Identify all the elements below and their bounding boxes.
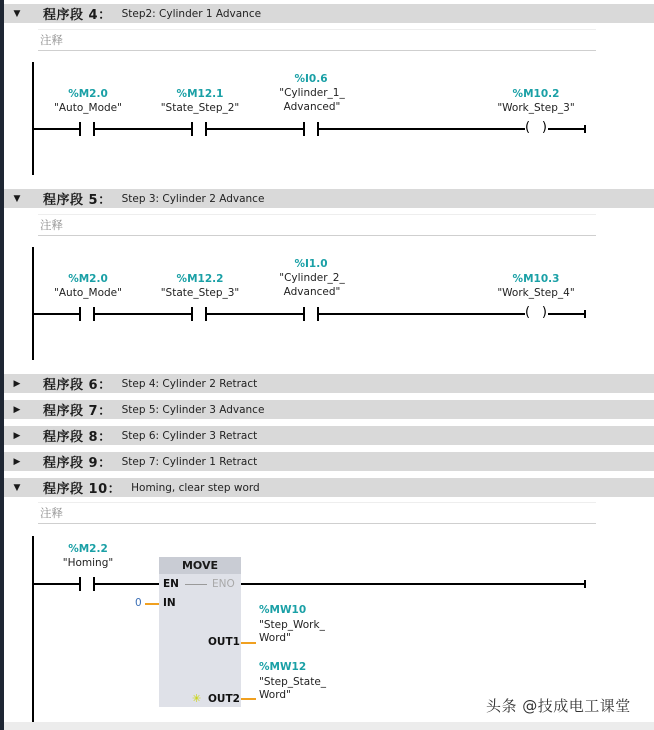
contact-address: %M12.2 bbox=[176, 273, 224, 285]
wire bbox=[95, 128, 191, 130]
wire bbox=[548, 128, 584, 130]
network-description[interactable]: Step 6: Cylinder 3 Retract bbox=[121, 429, 258, 442]
wire bbox=[241, 583, 584, 585]
no-contact-cylinder-1-advanced[interactable] bbox=[303, 122, 319, 136]
output-coil-work-step-4[interactable] bbox=[525, 306, 547, 320]
no-contact-state-step-3[interactable] bbox=[191, 307, 207, 321]
contact-symbol-line1: "Cylinder_1_ bbox=[279, 87, 345, 99]
power-rail bbox=[32, 536, 34, 722]
contact-symbol-line2: Advanced" bbox=[283, 286, 341, 298]
power-rail bbox=[32, 62, 34, 175]
contact-symbol: "State_Step_2" bbox=[160, 102, 240, 114]
pin-eno: ENO bbox=[212, 578, 235, 590]
collapse-triangle-icon[interactable]: ▼ bbox=[13, 193, 21, 204]
contact-address: %M2.2 bbox=[68, 543, 108, 555]
out2-wire bbox=[241, 698, 256, 700]
expand-triangle-icon[interactable]: ▶ bbox=[13, 378, 21, 389]
expand-triangle-icon[interactable]: ▶ bbox=[13, 404, 21, 415]
next-network-strip bbox=[4, 722, 654, 730]
wire bbox=[95, 313, 191, 315]
pin-out1: OUT1 bbox=[208, 636, 240, 648]
contact-symbol-line1: "Cylinder_2_ bbox=[279, 272, 345, 284]
network-10-header[interactable] bbox=[4, 478, 654, 497]
out2-address: %MW12 bbox=[259, 661, 307, 673]
network-description[interactable]: Homing, clear step word bbox=[131, 481, 260, 494]
network-title: 程序段 10： bbox=[43, 482, 122, 497]
wire bbox=[207, 313, 303, 315]
network-title: 程序段 5： bbox=[43, 193, 112, 208]
network-title: 程序段 8： bbox=[43, 430, 112, 445]
network-description[interactable]: Step 5: Cylinder 3 Advance bbox=[121, 403, 265, 416]
wire bbox=[33, 583, 79, 585]
pin-in: IN bbox=[163, 597, 176, 609]
contact-address: %M2.0 bbox=[68, 273, 108, 285]
network-comment-field[interactable]: 注释 bbox=[38, 214, 596, 236]
in-wire bbox=[145, 603, 159, 605]
network-description[interactable]: Step 7: Cylinder 1 Retract bbox=[121, 455, 258, 468]
network-comment-field[interactable]: 注释 bbox=[38, 29, 596, 51]
network-8-header[interactable] bbox=[4, 426, 654, 445]
network-title: 程序段 7： bbox=[43, 404, 112, 419]
network-description[interactable]: Step 3: Cylinder 2 Advance bbox=[121, 192, 265, 205]
coil-address: %M10.2 bbox=[512, 88, 560, 100]
in-constant-value[interactable]: 0 bbox=[135, 597, 142, 609]
network-title: 程序段 4： bbox=[43, 8, 112, 23]
rung-end-tick bbox=[584, 580, 586, 588]
contact-symbol: "Homing" bbox=[62, 557, 114, 569]
coil-right-paren-icon: ) bbox=[541, 305, 547, 320]
network-title: 程序段 6： bbox=[43, 378, 112, 393]
network-description[interactable]: Step2: Cylinder 1 Advance bbox=[121, 7, 262, 20]
contact-address: %M12.1 bbox=[176, 88, 224, 100]
move-block-title: MOVE bbox=[159, 557, 241, 574]
wire bbox=[95, 583, 159, 585]
coil-symbol: "Work_Step_4" bbox=[497, 287, 575, 299]
rung-end-tick bbox=[584, 310, 586, 318]
contact-address: %I0.6 bbox=[294, 73, 328, 85]
network-title: 程序段 9： bbox=[43, 456, 112, 471]
no-contact-cylinder-2-advanced[interactable] bbox=[303, 307, 319, 321]
wire bbox=[319, 313, 525, 315]
power-rail bbox=[32, 247, 34, 360]
network-5-header[interactable] bbox=[4, 189, 654, 208]
network-7-header[interactable] bbox=[4, 400, 654, 419]
out1-wire bbox=[241, 642, 256, 644]
network-comment-field[interactable]: 注释 bbox=[38, 502, 596, 524]
rung-end-tick bbox=[584, 125, 586, 133]
out1-symbol-line2[interactable]: Word" bbox=[259, 632, 291, 644]
wire bbox=[207, 128, 303, 130]
contact-address: %M2.0 bbox=[68, 88, 108, 100]
network-6-header[interactable] bbox=[4, 374, 654, 393]
output-coil-work-step-3[interactable] bbox=[525, 121, 547, 135]
no-contact-auto-mode[interactable] bbox=[79, 307, 95, 321]
coil-left-paren-icon: ( bbox=[525, 305, 531, 320]
expand-triangle-icon[interactable]: ▶ bbox=[13, 456, 21, 467]
contact-symbol: "Auto_Mode" bbox=[54, 287, 122, 299]
wire bbox=[319, 128, 525, 130]
collapse-triangle-icon[interactable]: ▼ bbox=[13, 482, 21, 493]
contact-address: %I1.0 bbox=[294, 258, 328, 270]
no-contact-homing[interactable] bbox=[79, 577, 95, 591]
pin-out2: OUT2 bbox=[208, 693, 240, 705]
out2-symbol-line1[interactable]: "Step_State_ bbox=[259, 676, 327, 688]
coil-symbol: "Work_Step_3" bbox=[497, 102, 575, 114]
wire bbox=[33, 313, 79, 315]
network-4-header[interactable] bbox=[4, 4, 654, 23]
out1-address: %MW10 bbox=[259, 604, 307, 616]
watermark-text: 头条 @技成电工课堂 bbox=[486, 697, 631, 715]
contact-symbol: "Auto_Mode" bbox=[54, 102, 122, 114]
en-eno-line bbox=[185, 584, 207, 585]
network-9-header[interactable] bbox=[4, 452, 654, 471]
out1-symbol-line1[interactable]: "Step_Work_ bbox=[259, 619, 325, 631]
pin-en: EN bbox=[163, 578, 179, 590]
contact-symbol-line2: Advanced" bbox=[283, 101, 341, 113]
add-output-star-icon[interactable]: ✳ bbox=[192, 692, 202, 705]
no-contact-auto-mode[interactable] bbox=[79, 122, 95, 136]
out2-symbol-line2[interactable]: Word" bbox=[259, 689, 291, 701]
coil-address: %M10.3 bbox=[512, 273, 560, 285]
no-contact-state-step-2[interactable] bbox=[191, 122, 207, 136]
collapse-triangle-icon[interactable]: ▼ bbox=[13, 8, 21, 19]
coil-left-paren-icon: ( bbox=[525, 120, 531, 135]
wire bbox=[33, 128, 79, 130]
network-description[interactable]: Step 4: Cylinder 2 Retract bbox=[121, 377, 258, 390]
wire bbox=[548, 313, 584, 315]
editor-left-border bbox=[0, 0, 4, 730]
coil-right-paren-icon: ) bbox=[541, 120, 547, 135]
contact-symbol: "State_Step_3" bbox=[160, 287, 240, 299]
expand-triangle-icon[interactable]: ▶ bbox=[13, 430, 21, 441]
